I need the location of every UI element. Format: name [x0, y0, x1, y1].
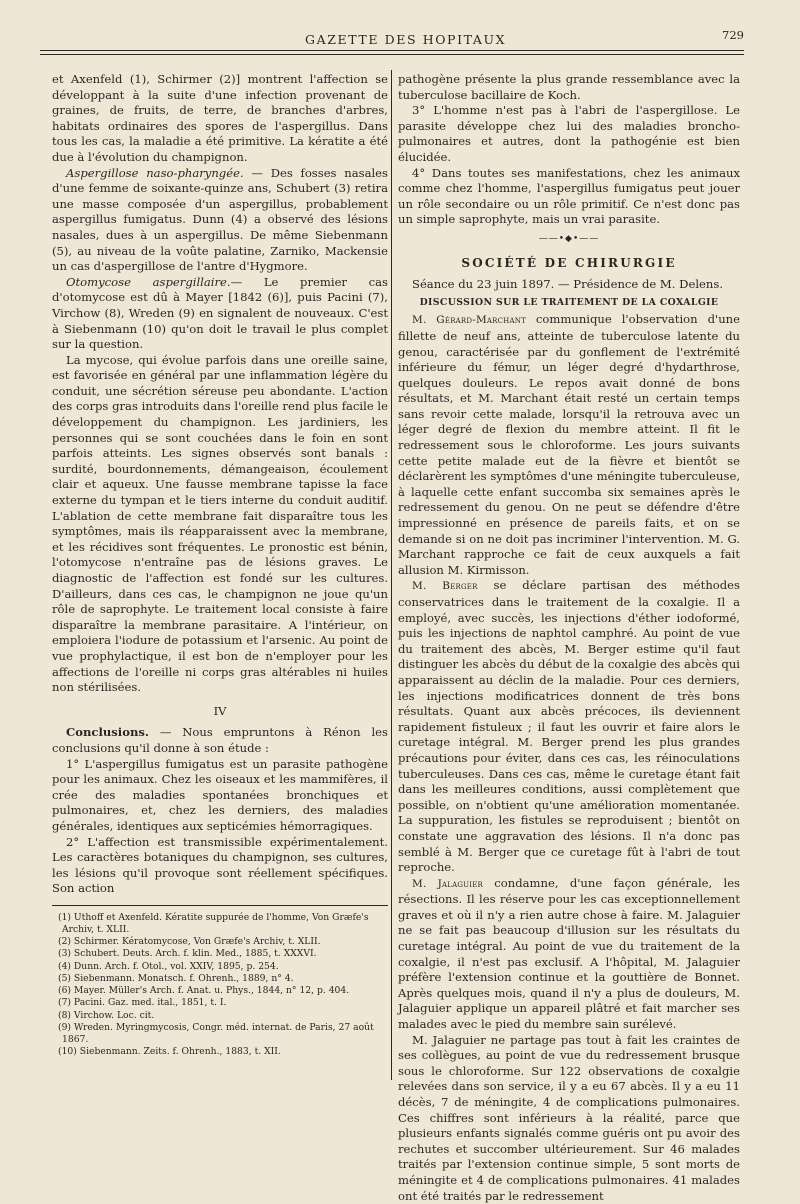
page-header: [40, 28, 744, 58]
paragraph-text: — Des fosses nasales d'une femme de soixante-quinze ans, Schubert (3) retira une masse composée d'un aspergillus, probablement aspergillus fumigatus. Dunn (4) a observé des lésions nasales, dues à un aspergillus. De même Siebenmann (5), au niveau de la voûte palatine, Zarniko, Mackensie un cas d'aspergillose de l'antre d'Hygmore.: [52, 165, 388, 274]
discussion-heading: DISCUSSION SUR LE TRAITEMENT DE LA COXALGIE: [419, 296, 719, 308]
paragraph: 3° L'homme n'est pas à l'abri de l'aspergillose. Le parasite développe chez lui des maladies broncho-pulmonaires et autres, dont la pathogénie est bien élucidée.: [398, 103, 740, 164]
header-rule-thin: [40, 54, 744, 55]
journal-title: GAZETTE DES HOPITAUX: [305, 32, 507, 47]
paragraph-text: se déclare partisan des méthodes conservatrices dans le traitement de la coxalgie. Il a employé, avec succès, les injections d'éther iodoformé, puis les injections de naphtol camphré. Au point de vue du traitement des abcès, M. Berger estime qu'il faut distinguer les abcès du début de la coxalgie des abcès qui apparaissent au déclin de la maladie. Pour ces derniers, les injections modificatrices donnent de très bons résultats. Quant aux abcès précoces, ils deviennent rapidement fistuleux ; il faut les ouvrir et faire alors le curetage intégral. M. Berger prend les plus grandes précautions pour éviter, dans ces cas, les réinoculations tuberculeuses. Dans ces cas, même le curetage étant fait dans les meilleures conditions, aussi complètement que possible, on n'obtient qu'une amélioration momentanée. La suppuration, les fistules se reproduisent ; bientôt on constate une aggravation des lésions. Il n'a donc pas semblé à M. Berger que ce curetage fût à l'abri de tout reproche.: [398, 578, 740, 875]
footnote: (10) Siebenmann. Zeits. f. Ohrenh., 1883, t. XII.: [58, 1046, 281, 1058]
speaker-name: M. Jalaguier: [412, 877, 484, 890]
paragraph: 2° L'affection est transmissible expérimentalement. Les caractères botaniques du champignon, ses cultures, les lésions qu'il provoque sont réellement spécifiques. Son action: [52, 834, 388, 896]
footnote: (3) Schubert. Deuts. Arch. f. klin. Med., 1885, t. XXXVI.: [58, 948, 317, 960]
paragraph: [52, 275, 388, 353]
right-column: [398, 72, 740, 1204]
paragraph: M. Jalaguier ne partage pas tout à fait les craintes de ses collègues, au point de vue du redressement brusque sous le chloroforme. Sur 122 observations de coxalgie relevées dans son service, il y a eu 67 abcès. Il y a eu 11 décès, 7 de méningite, 4 de complications pulmonaires. Ces chiffres sont inférieurs à la réalité, parce que plusieurs enfants signalés comme guéris ont pu avoir des rechutes et succomber ultérieurement. Sur 46 malades traités par l'extension continue simple, 5 sont morts de méningite et 4 de complications pulmonaires. 41 malades ont été traités par le redressement: [398, 1032, 740, 1203]
session-line: Séance du 23 juin 1897. — Présidence de M. Delens.: [412, 277, 723, 292]
section-number: IV: [213, 703, 227, 718]
paragraph: 4° Dans toutes ses manifestations, chez les animaux comme chez l'homme, l'aspergillus fumigatus peut jouer un rôle secondaire ou un rôle primitif. Ce n'est donc pas un simple saprophyte, mais un vrai parasite.: [398, 165, 740, 227]
paragraph: [398, 312, 740, 578]
footnote: (9) Wreden. Myringmycosis, Congr. méd. internat. de Paris, 27 août 1867.: [58, 1021, 374, 1045]
section-title: Conclusions.: [66, 725, 149, 740]
subsection-title: Otomycose aspergillaire.: [66, 274, 231, 289]
society-heading: SOCIÉTÉ DE CHIRURGIE: [461, 255, 677, 270]
paragraph: [398, 578, 740, 875]
left-column: [52, 72, 388, 1058]
paragraph: [398, 876, 740, 1033]
paragraph: et Axenfeld (1), Schirmer (2)] montrent l'affection se développant à la suite d'une infection provenant de graines, de fruits, de terre, de branches d'arbres, habitats ordinaires des spores de l'aspergillus. Dans tous les cas, la maladie a été primitive. La kératite a été due à l'évolution du champignon.: [52, 72, 388, 164]
footnote: (8) Virchow. Loc. cit.: [58, 1009, 155, 1021]
footnote: (7) Pacini. Gaz. med. ital., 1851, t. I.: [58, 997, 227, 1009]
footnotes: [52, 912, 388, 1058]
paragraph-text: condamne, d'une façon générale, les résections. Il les réserve pour les cas exceptionnellement graves et où il n'y a rien autre chose à faire. M. Jalaguier ne se fait pas beaucoup d'illusion sur les résultats du curetage intégral. Au point de vue du traitement de la coxalgie, il n'est pas exclusif. A l'hôpital, M. Jalaguier préfère l'extension continue et la gouttière de Bonnet. Après quelques mois, quand il n'y a plus de douleurs, M. Jalaguier applique un appareil plâtré et fait marcher ses malades avec le pied du membre sain surélevé.: [398, 875, 740, 1032]
paragraph-text: communique l'observation d'une fillette de neuf ans, atteinte de tuberculose latente du genou, caractérisée par du gonflement de l'extrémité inférieure du fémur, un léger degré d'hydarthrose, quelques douleurs. Le repos avait donné de bons résultats, et M. Marchant était resté un certain temps sans revoir cette malade, lorsqu'il la retrouva avec un léger degré de flexion du membre atteint. Il fit le redressement sous le chloroforme. Les jours suivants cette petite malade eut de la fièvre et bientôt se déclarèrent les symptômes d'une méningite tuberculeuse, à laquelle cette enfant succomba six semaines après le redressement du genou. On ne peut se défendre d'être impressionné en présence de pareils faits, et on se demande si on ne doit pas incriminer l'intervention. M. G. Marchant rapproche ce fait de ceux auxquels a fait allusion M. Kirmisson.: [398, 312, 740, 577]
column-divider: [391, 70, 392, 1080]
footnote-rule: [52, 905, 388, 906]
page-number: 729: [722, 28, 744, 42]
paragraph: pathogène présente la plus grande ressemblance avec la tuberculose bacillaire de Koch.: [398, 72, 740, 102]
header-rule: [40, 50, 744, 51]
paragraph: 1° L'aspergillus fumigatus est un parasite pathogène pour les animaux. Chez les oiseaux et les mammifères, il crée des maladies spontanées bronchiques et pulmonaires, et, chez les derniers, des maladies générales, identiques aux septicémies hémorragiques.: [52, 756, 388, 833]
footnote: (5) Siebenmann. Monatsch. f. Ohrenh., 1889, n° 4.: [58, 972, 294, 984]
paragraph: [52, 725, 388, 756]
paragraph-text: — Le premier cas d'otomycose est dû à Mayer [1842 (6)], puis Pacini (7), Virchow (8), Wreden (9) en signalent de nouveaux. C'est à Siebenmann (10) qu'on doit le travail le plus complet sur la question.: [52, 274, 388, 352]
footnote: (6) Mayer. Müller's Arch. f. Anat. u. Phys., 1844, n° 12, p. 404.: [58, 985, 350, 997]
paragraph: La mycose, qui évolue parfois dans une oreille saine, est favorisée en général par une inflammation légère du conduit, une sécrétion séreuse peu abondante. L'action des corps gras introduits dans l'oreille rend plus facile le développement du champignon. Les jardiniers, les personnes qui se sont couchées dans le foin en sont parfois atteints. Les signes observés sont banals : surdité, bourdonnements, démangeaison, écoulement clair et aqueux. Une fausse membrane tapisse la face externe du tympan et le tiers interne du conduit auditif. L'ablation de cette membrane fait disparaître tous les symptômes, mais ils réapparaissent avec la membrane, et les récidives sont fréquentes. Le pronostic est bénin, l'otomycose n'entraîne pas de lésions graves. Le diagnostic de l'affection est fondé sur les cultures. D'ailleurs, dans ces cas, le champignon ne joue qu'un rôle de saprophyte. Le traitement local consiste à faire disparaître la membrane parasitaire. A l'intérieur, on emploiera l'iodure de potassium et l'arsenic. Au point de vue prophylactique, il est bon de n'employer pour les affections de l'oreille ni corps gras altérables ni huiles non stérilisées.: [52, 352, 388, 695]
paragraph: [52, 166, 388, 275]
paragraph-text: — Nous empruntons à Rénon les conclusions qu'il donne à son étude :: [52, 725, 388, 755]
footnote: (1) Uthoff et Axenfeld. Kératite suppurée de l'homme, Von Græfe's Archiv, t. XLII.: [58, 911, 369, 936]
speaker-name: M. Berger: [412, 580, 478, 593]
footnote: (4) Dunn. Arch. f. Otol., vol. XXIV, 1895, p. 254.: [58, 960, 279, 972]
speaker-name: M. Gérard-Marchant: [412, 314, 526, 327]
ornamental-divider: ——•◆•——: [538, 233, 600, 244]
footnote: (2) Schirmer. Kératomycose, Von Græfe's Archiv, t. XLII.: [58, 936, 321, 948]
subsection-title: Aspergillose naso-pharyngée.: [66, 165, 244, 180]
